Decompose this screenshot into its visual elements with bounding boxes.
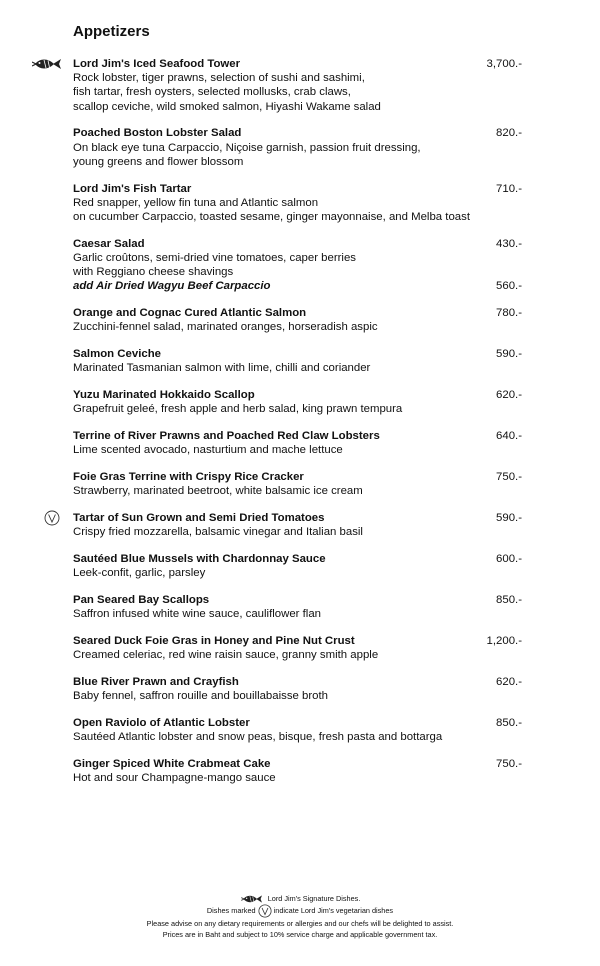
addon-label: add Air Dried Wagyu Beef Carpaccio: [73, 280, 271, 293]
description-line: Crispy fried mozzarella, balsamic vinegar and Italian basil: [73, 526, 363, 539]
v-circle-icon: [258, 904, 272, 918]
menu-item-description: [0, 771, 600, 785]
menu-item-description: [0, 648, 600, 662]
menu-item: [0, 716, 600, 744]
menu-item-description: [0, 566, 600, 580]
menu-item-name: Ginger Spiced White Crabmeat Cake: [73, 758, 271, 771]
menu-item-header: [0, 182, 600, 196]
menu-item-description: [0, 251, 600, 265]
menu-item-price: 820.-: [496, 127, 522, 140]
menu-item-name: Blue River Prawn and Crayfish: [73, 676, 239, 689]
menu-item: [0, 429, 600, 457]
description-line: Creamed celeriac, red wine raisin sauce, granny smith apple: [73, 649, 379, 662]
advise-note: Please advise on any dietary requirements or allergies and our chefs will be delighted to assist.: [146, 919, 454, 929]
description-line: Leek-confit, garlic, parsley: [73, 567, 206, 580]
menu-item-description: [0, 607, 600, 621]
description-line: young greens and flower blossom: [73, 155, 244, 168]
menu-item-description: [0, 265, 600, 279]
menu-item-description: [0, 525, 600, 539]
menu-item-price: 600.-: [496, 553, 522, 566]
menu-item-description: [0, 443, 600, 457]
menu-item-description: [0, 730, 600, 744]
menu-item-name: Caesar Salad: [73, 237, 145, 250]
description-line: Sautéed Atlantic lobster and snow peas, bisque, fresh pasta and bottarga: [73, 731, 443, 744]
menu-item-header: [0, 388, 600, 402]
menu-item: [0, 57, 600, 114]
menu-item-name: Open Raviolo of Atlantic Lobster: [73, 717, 250, 730]
menu-item-price: 620.-: [496, 389, 522, 402]
menu-item-header: [0, 634, 600, 648]
menu-item-header: [0, 237, 600, 251]
footer: [0, 893, 600, 940]
menu-item-name: Sautéed Blue Mussels with Chardonnay Sauce: [73, 553, 326, 566]
menu-item-addon: [0, 279, 600, 293]
description-line: Strawberry, marinated beetroot, white balsamic ice cream: [73, 485, 363, 498]
menu-item-price: 710.-: [496, 182, 522, 195]
menu-item-description: [0, 100, 600, 114]
menu-item-price: 750.-: [496, 758, 522, 771]
menu-item: [0, 237, 600, 294]
menu-item-price: 590.-: [496, 512, 522, 525]
menu-item-description: [0, 320, 600, 334]
description-line: Hot and sour Champagne-mango sauce: [73, 772, 276, 785]
menu-item: [0, 388, 600, 416]
menu-item: [0, 757, 600, 785]
menu-item: [0, 306, 600, 334]
veg-suffix: indicate Lord Jim's vegetarian dishes: [273, 906, 394, 915]
menu-item-price: 430.-: [496, 237, 522, 250]
menu-item: [0, 511, 600, 539]
prices-note: Prices are in Baht and subject to 10% service charge and applicable government tax.: [162, 930, 438, 940]
description-line: Saffron infused white wine sauce, cauliflower flan: [73, 608, 321, 621]
menu-item-name: Lord Jim's Fish Tartar: [73, 182, 192, 195]
menu-item-header: [0, 470, 600, 484]
menu-item-description: [0, 141, 600, 155]
page-title: Appetizers: [73, 23, 150, 40]
menu-item-price: 590.-: [496, 348, 522, 361]
menu-item-description: [0, 484, 600, 498]
menu-item: [0, 470, 600, 498]
menu-list: [0, 57, 600, 798]
signature-note: Lord Jim's Signature Dishes.: [267, 894, 361, 903]
menu-item-header: [0, 716, 600, 730]
menu-item-price: 1,200.-: [486, 635, 522, 648]
description-line: Zucchini-fennel salad, marinated oranges, horseradish aspic: [73, 321, 378, 334]
menu-item-name: Terrine of River Prawns and Poached Red Claw Lobsters: [73, 430, 380, 443]
footer-veg-line: [0, 904, 600, 918]
menu-item: [0, 182, 600, 225]
menu-item-price: 3,700.-: [486, 58, 522, 70]
menu-item-header: [0, 757, 600, 771]
menu-item-description: [0, 210, 600, 224]
description-line: Grapefruit geleé, fresh apple and herb salad, king prawn tempura: [73, 403, 403, 416]
menu-item-name: Pan Seared Bay Scallops: [73, 594, 210, 607]
menu-item-name: Poached Boston Lobster Salad: [73, 127, 242, 140]
menu-item-description: [0, 361, 600, 375]
description-line: on cucumber Carpaccio, toasted sesame, ginger mayonnaise, and Melba toast: [73, 211, 470, 224]
menu-item-name: Yuzu Marinated Hokkaido Scallop: [73, 389, 255, 402]
menu-item: [0, 634, 600, 662]
menu-item-header: [0, 347, 600, 361]
menu-item-header: [0, 429, 600, 443]
menu-item-header: [0, 593, 600, 607]
menu-item: [0, 675, 600, 703]
menu-item-description: [0, 689, 600, 703]
menu-item-header: [0, 126, 600, 140]
menu-item-description: [0, 71, 600, 85]
footer-signature-line: [0, 893, 600, 904]
addon-price: 560.-: [496, 280, 522, 293]
menu-item-description: [0, 402, 600, 416]
menu-item-name: Tartar of Sun Grown and Semi Dried Tomatoes: [73, 512, 325, 525]
menu-item-header: [0, 511, 600, 525]
menu-item-price: 620.-: [496, 676, 522, 689]
menu-item-header: [0, 306, 600, 320]
menu-item-name: Orange and Cognac Cured Atlantic Salmon: [73, 307, 307, 320]
description-line: Garlic croûtons, semi-dried vine tomatoes, caper berries: [73, 252, 356, 265]
description-line: Rock lobster, tiger prawns, selection of sushi and sashimi,: [73, 72, 365, 85]
description-line: Lime scented avocado, nasturtium and mache lettuce: [73, 444, 343, 457]
menu-item-price: 780.-: [496, 307, 522, 320]
menu-item-price: 850.-: [496, 717, 522, 730]
description-line: scallop ceviche, wild smoked salmon, Hiyashi Wakame salad: [73, 100, 381, 113]
description-line: Marinated Tasmanian salmon with lime, chilli and coriander: [73, 362, 371, 375]
fish-icon: [240, 894, 264, 904]
veg-prefix: Dishes marked: [206, 906, 256, 915]
description-line: Baby fennel, saffron rouille and bouillabaisse broth: [73, 690, 328, 703]
menu-item-name: Salmon Ceviche: [73, 348, 161, 361]
description-line: fish tartar, fresh oysters, selected mollusks, crab claws,: [73, 86, 351, 99]
menu-item-description: [0, 196, 600, 210]
menu-item-description: [0, 85, 600, 99]
menu-item: [0, 552, 600, 580]
menu-item: [0, 593, 600, 621]
menu-item-header: [0, 57, 600, 71]
menu-item-name: Foie Gras Terrine with Crispy Rice Cracker: [73, 471, 304, 484]
menu-item-price: 640.-: [496, 430, 522, 443]
menu-item: [0, 126, 600, 169]
menu-item-description: [0, 155, 600, 169]
description-line: On black eye tuna Carpaccio, Niçoise garnish, passion fruit dressing,: [73, 141, 421, 154]
menu-item: [0, 347, 600, 375]
menu-item-name: Lord Jim's Iced Seafood Tower: [73, 58, 241, 70]
menu-item-price: 750.-: [496, 471, 522, 484]
description-line: Red snapper, yellow fin tuna and Atlantic salmon: [73, 196, 319, 209]
description-line: with Reggiano cheese shavings: [73, 266, 234, 279]
menu-item-price: 850.-: [496, 594, 522, 607]
menu-item-header: [0, 552, 600, 566]
menu-item-header: [0, 675, 600, 689]
menu-item-name: Seared Duck Foie Gras in Honey and Pine Nut Crust: [73, 635, 355, 648]
